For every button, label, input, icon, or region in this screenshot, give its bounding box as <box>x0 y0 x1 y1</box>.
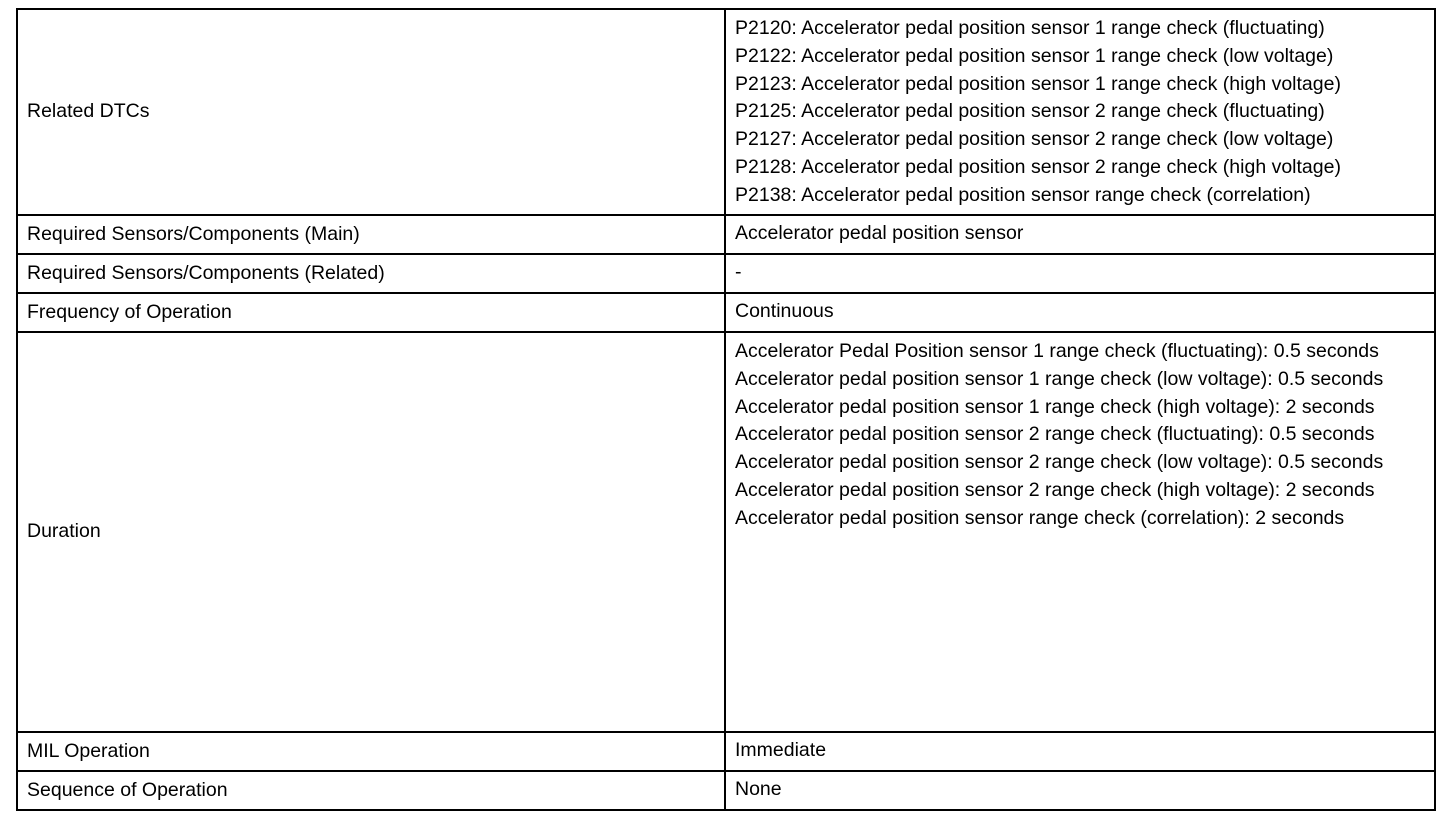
duration-list-cell <box>725 332 1435 732</box>
row-value: Accelerator pedal position sensor <box>725 215 1435 254</box>
table-row-sequence <box>17 771 1435 810</box>
row-value: Immediate <box>725 732 1435 771</box>
row-label: Required Sensors/Components (Related) <box>17 254 725 293</box>
row-value: None <box>725 771 1435 810</box>
dtc-list-cell <box>725 9 1435 215</box>
duration-item: Accelerator pedal position sensor 1 range check (low voltage): 0.5 seconds <box>735 367 1384 390</box>
row-label: MIL Operation <box>17 732 725 771</box>
duration-item: Accelerator pedal position sensor 1 range check (high voltage): 2 seconds <box>735 395 1375 418</box>
table-row-mil-operation <box>17 732 1435 771</box>
row-label: Required Sensors/Components (Main) <box>17 215 725 254</box>
dtc-item: P2122: Accelerator pedal position sensor 1 range check (low voltage) <box>735 44 1334 67</box>
dtc-item: P2127: Accelerator pedal position sensor 2 range check (low voltage) <box>735 128 1334 151</box>
row-label: Frequency of Operation <box>17 293 725 332</box>
duration-item: Accelerator pedal position sensor 2 range check (high voltage): 2 seconds <box>735 478 1375 501</box>
table-row-duration <box>17 332 1435 732</box>
duration-item: Accelerator pedal position sensor range check (correlation): 2 seconds <box>735 506 1345 529</box>
monitor-spec-table <box>16 8 1436 811</box>
table-row-related-dtcs <box>17 9 1435 215</box>
duration-item: Accelerator Pedal Position sensor 1 range check (fluctuating): 0.5 seconds <box>735 340 1379 362</box>
row-label: Related DTCs <box>17 9 725 215</box>
duration-item: Accelerator pedal position sensor 2 range check (fluctuating): 0.5 seconds <box>735 423 1375 446</box>
dtc-item: P2138: Accelerator pedal position sensor range check (correlation) <box>735 183 1311 206</box>
row-label: Duration <box>17 332 725 732</box>
table-row-frequency <box>17 293 1435 332</box>
dtc-item: P2123: Accelerator pedal position sensor 1 range check (high voltage) <box>735 72 1341 95</box>
row-value: Continuous <box>725 293 1435 332</box>
duration-item: Accelerator pedal position sensor 2 range check (low voltage): 0.5 seconds <box>735 451 1384 474</box>
dtc-item: P2128: Accelerator pedal position sensor 2 range check (high voltage) <box>735 155 1341 178</box>
row-value: - <box>725 254 1435 293</box>
table-row-required-sensors-related <box>17 254 1435 293</box>
dtc-item: P2120: Accelerator pedal position sensor 1 range check (fluctuating) <box>735 17 1325 39</box>
dtc-item: P2125: Accelerator pedal position sensor 2 range check (fluctuating) <box>735 100 1325 123</box>
row-label: Sequence of Operation <box>17 771 725 810</box>
table-row-required-sensors-main <box>17 215 1435 254</box>
